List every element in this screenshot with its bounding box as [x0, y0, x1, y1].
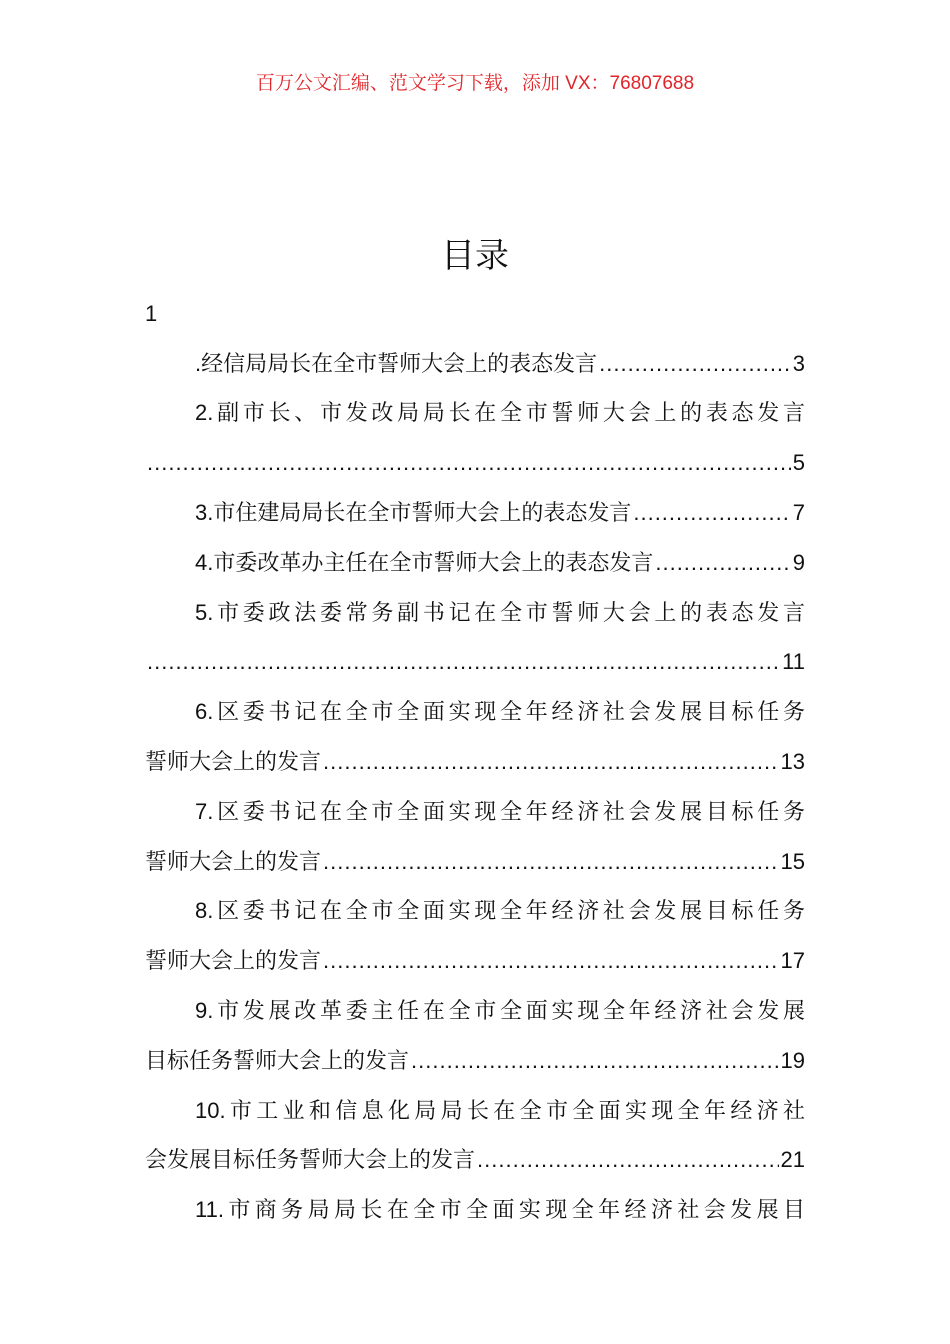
- toc-entry-2[interactable]: 2.副市长、市发改局局长在全市誓师大会上的表态发言: [195, 400, 805, 426]
- page-number: 3: [792, 350, 805, 376]
- dot-leader: [655, 545, 790, 581]
- toc-entry-7-cont[interactable]: 誓师大会上的发言 ..... 15: [145, 830, 805, 880]
- table-of-contents: [145, 282, 805, 1228]
- page-number: 21: [780, 1147, 805, 1173]
- toc-entry-3[interactable]: 3.市住建局局长在全市誓师大会上的表态发言 ..... 7: [145, 481, 805, 531]
- page-number: 15: [780, 848, 805, 874]
- toc-lead-number: 1: [145, 300, 158, 326]
- dot-leader: [147, 644, 780, 680]
- toc-entry-9-cont[interactable]: 目标任务誓师大会上的发言 ..... 19: [145, 1029, 805, 1079]
- toc-entry-6-cont[interactable]: 誓师大会上的发言 ..... 13: [145, 730, 805, 780]
- toc-entry-9[interactable]: 9.市发展改革委主任在全市全面实现全年经济社会发展: [195, 997, 805, 1023]
- toc-entry-6[interactable]: 6.区委书记在全市全面实现全年经济社会发展目标任务: [195, 699, 805, 725]
- page-number: 7: [792, 499, 805, 525]
- page-number: 19: [780, 1047, 805, 1073]
- page-number: 17: [780, 948, 805, 974]
- toc-entry-8[interactable]: 8.区委书记在全市全面实现全年经济社会发展目标任务: [195, 898, 805, 924]
- dot-leader: [411, 1043, 779, 1079]
- dot-leader: [323, 844, 779, 880]
- page-number: 9: [792, 549, 805, 575]
- toc-entry-1[interactable]: .经信局局长在全市誓师大会上的表态发言 ..... 3: [145, 332, 805, 382]
- toc-entry-8-cont[interactable]: 誓师大会上的发言 ..... 17: [145, 929, 805, 979]
- toc-entry-5-cont[interactable]: [145, 631, 805, 681]
- dot-leader: [633, 495, 790, 531]
- page-number: 13: [780, 748, 805, 774]
- toc-entry-10-cont[interactable]: 会发展目标任务誓师大会上的发言 ..... 21: [145, 1129, 805, 1179]
- dot-leader: [147, 445, 791, 481]
- toc-entry-10[interactable]: 10.市工业和信息化局局长在全市全面实现全年经济社: [195, 1097, 805, 1123]
- watermark-header: 百万公文汇编、范文学习下载，添加 VX：76807688: [255, 73, 695, 94]
- dot-leader: [599, 346, 791, 382]
- dot-leader: [323, 744, 779, 780]
- page-number: 11: [782, 649, 805, 675]
- toc-entry-4[interactable]: 4.市委改革办主任在全市誓师大会上的表态发言 ..... 9: [145, 531, 805, 581]
- dot-leader: [477, 1142, 779, 1178]
- page-number: 5: [792, 450, 805, 476]
- toc-entry-2-cont[interactable]: [145, 431, 805, 481]
- page-title: 目录: [441, 237, 509, 275]
- toc-entry-5[interactable]: 5.市委政法委常务副书记在全市誓师大会上的表态发言: [195, 599, 805, 625]
- dot-leader: [323, 943, 779, 979]
- toc-entry-11[interactable]: 11.市商务局局长在全市全面实现全年经济社会发展目: [195, 1197, 805, 1223]
- toc-entry-7[interactable]: 7.区委书记在全市全面实现全年经济社会发展目标任务: [195, 798, 805, 824]
